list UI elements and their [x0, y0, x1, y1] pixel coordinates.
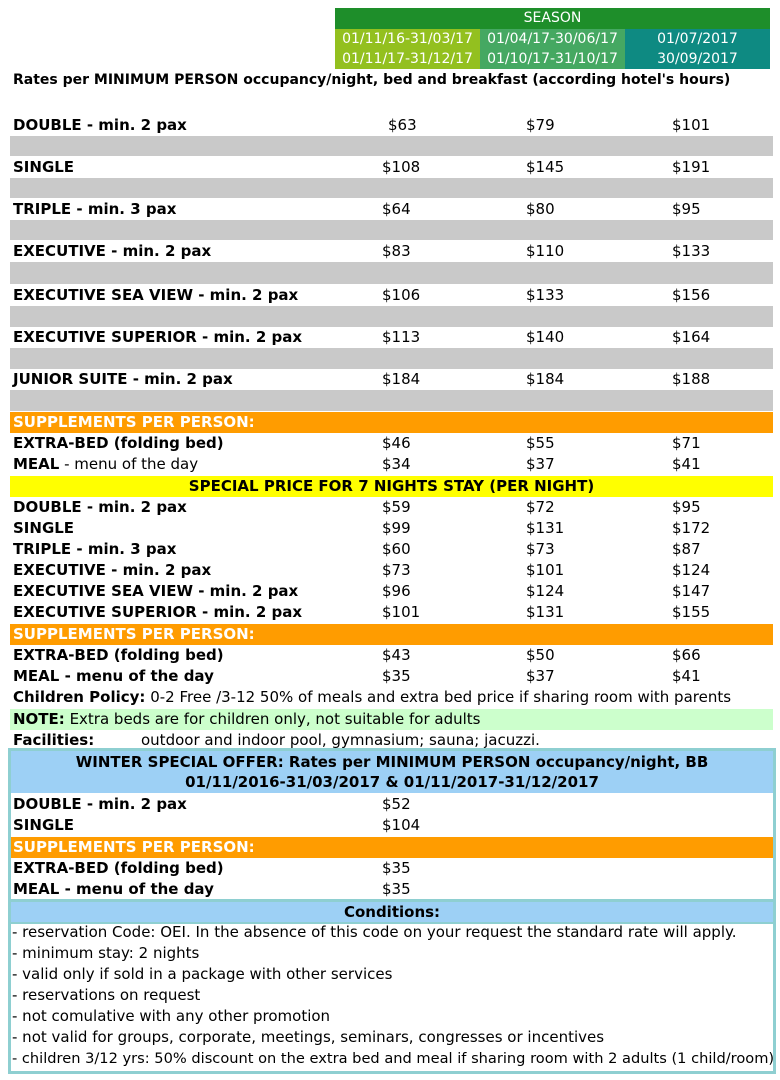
special-room-row	[10, 581, 773, 602]
supplements-header	[10, 412, 773, 433]
price-season-1: $73	[382, 561, 411, 579]
children-policy-text: Children Policy: 0-2 Free /3-12 50% of meals and extra bed price if sharing room with parents	[13, 688, 732, 706]
condition-item: - reservation Code: OEI. In the absence of this code on your request the standard rate will apply.	[12, 923, 737, 941]
supplements-title: SUPPLEMENTS PER PERSON:	[13, 838, 255, 856]
price-season-2: $101	[526, 561, 565, 579]
note-text: NOTE: Extra beds are for children only, not suitable for adults	[13, 710, 481, 728]
price-season-3: $124	[672, 561, 711, 579]
winter-supplement-row	[10, 858, 773, 879]
conditions-title: Conditions:	[343, 903, 441, 921]
price-season-3: $71	[672, 434, 701, 452]
special-room-row	[10, 518, 773, 539]
room-label: EXECUTIVE SEA VIEW - min. 2 pax	[13, 286, 299, 304]
room-row-executive-superior	[10, 327, 773, 348]
condition-item: - valid only if sold in a package with other services	[12, 965, 393, 983]
special-supplement-row	[10, 645, 773, 666]
special-room-label: EXECUTIVE SUPERIOR - min. 2 pax	[13, 603, 303, 621]
supplement-label: MEAL - menu of the day	[13, 455, 199, 473]
price-season-3: $41	[672, 455, 701, 473]
room-label: DOUBLE - min. 2 pax	[13, 116, 187, 134]
price-season-2: $79	[526, 116, 555, 134]
price-season-3: $41	[672, 667, 701, 685]
supplements-header	[11, 837, 773, 858]
room-row-single	[10, 157, 773, 178]
winter-title-1: WINTER SPECIAL OFFER: Rates per MINIMUM PERSON occupancy/night, BB	[75, 753, 709, 771]
price-season-1: $34	[382, 455, 411, 473]
price-season-2: $133	[526, 286, 565, 304]
price-season-1: $104	[382, 816, 421, 834]
season-col-1-line-2: 01/11/17-31/12/17	[342, 51, 473, 67]
price-season-3: $191	[672, 158, 711, 176]
price-season-3: $101	[672, 116, 711, 134]
price-season-1: $52	[382, 795, 411, 813]
price-season-3: $66	[672, 646, 701, 664]
price-season-2: $131	[526, 603, 565, 621]
winter-room-label: SINGLE	[13, 816, 75, 834]
supplement-row-meal	[10, 454, 773, 475]
condition-item: - not comulative with any other promotion	[12, 1007, 331, 1025]
winter-supplement-row	[10, 879, 773, 900]
room-row-junior-suite	[10, 369, 773, 390]
price-season-2: $140	[526, 328, 565, 346]
price-season-1: $108	[382, 158, 421, 176]
room-row-executive	[10, 241, 773, 262]
price-season-1: $83	[382, 242, 411, 260]
room-row-triple	[10, 199, 773, 220]
special-price-header	[10, 476, 773, 497]
price-season-3: $156	[672, 286, 711, 304]
season-col-1	[335, 29, 480, 69]
price-season-3: $188	[672, 370, 711, 388]
price-season-2: $124	[526, 582, 565, 600]
conditions-header	[11, 902, 773, 922]
room-label: EXECUTIVE SUPERIOR - min. 2 pax	[13, 328, 303, 346]
supplement-row-extra-bed	[10, 433, 773, 454]
room-label: JUNIOR SUITE - min. 2 pax	[13, 370, 233, 388]
special-room-label: EXECUTIVE - min. 2 pax	[13, 561, 212, 579]
price-season-3: $133	[672, 242, 711, 260]
season-col-3	[625, 29, 770, 69]
special-room-label: TRIPLE - min. 3 pax	[13, 540, 177, 558]
price-season-3: $172	[672, 519, 711, 537]
price-season-1: $99	[382, 519, 411, 537]
season-header	[335, 8, 770, 29]
price-season-3: $87	[672, 540, 701, 558]
season-col-2	[480, 29, 625, 69]
separator	[10, 306, 773, 327]
price-season-2: $55	[526, 434, 555, 452]
special-room-label: DOUBLE - min. 2 pax	[13, 498, 187, 516]
price-season-2: $145	[526, 158, 565, 176]
room-label: TRIPLE - min. 3 pax	[13, 200, 177, 218]
price-season-2: $50	[526, 646, 555, 664]
price-season-1: $184	[382, 370, 421, 388]
price-season-3: $155	[672, 603, 711, 621]
children-policy	[10, 687, 773, 708]
condition-item: - children 3/12 yrs: 50% discount on the extra bed and meal if sharing room with 2 adults (1 child/room)	[12, 1050, 775, 1067]
special-room-row	[10, 539, 773, 560]
price-season-3: $95	[672, 498, 701, 516]
special-supplement-row	[10, 666, 773, 687]
winter-offer-header	[11, 751, 773, 793]
price-season-2: $110	[526, 242, 565, 260]
facilities-text: outdoor and indoor pool, gymnasium; sauna; jacuzzi.	[141, 731, 540, 749]
price-season-3: $95	[672, 200, 701, 218]
price-season-2: $73	[526, 540, 555, 558]
price-season-2: $131	[526, 519, 565, 537]
separator	[10, 390, 773, 411]
special-room-row	[10, 497, 773, 518]
price-season-1: $106	[382, 286, 421, 304]
facilities-label: Facilities:	[13, 731, 95, 749]
price-season-1: $59	[382, 498, 411, 516]
special-room-label: SINGLE	[13, 519, 75, 537]
supplement-label: MEAL - menu of the day	[13, 667, 214, 685]
price-season-2: $37	[526, 667, 555, 685]
price-season-3: $164	[672, 328, 711, 346]
season-col-2-line-1: 01/04/17-30/06/17	[487, 31, 618, 47]
price-season-1: $96	[382, 582, 411, 600]
separator	[10, 178, 773, 198]
price-season-1: $35	[382, 880, 411, 898]
winter-room-row	[10, 815, 773, 836]
condition-item: - not valid for groups, corporate, meetings, seminars, congresses or incentives	[12, 1028, 605, 1046]
price-season-1: $35	[382, 859, 411, 877]
price-season-3: $147	[672, 582, 711, 600]
price-season-1: $113	[382, 328, 421, 346]
price-season-1: $35	[382, 667, 411, 685]
special-price-title: SPECIAL PRICE FOR 7 NIGHTS STAY (PER NIGHT)	[188, 477, 595, 495]
winter-room-row	[10, 794, 773, 815]
separator	[10, 348, 773, 369]
separator	[10, 220, 773, 240]
season-col-1-line-1: 01/11/16-31/03/17	[342, 31, 473, 47]
price-season-1: $63	[388, 116, 417, 134]
condition-item: - reservations on request	[12, 986, 201, 1004]
price-season-1: $64	[382, 200, 411, 218]
supplement-label: EXTRA-BED (folding bed)	[13, 646, 224, 664]
note-bar	[10, 709, 773, 730]
season-col-3-line-1: 01/07/2017	[657, 31, 738, 47]
price-season-1: $60	[382, 540, 411, 558]
winter-title-2: 01/11/2016-31/03/2017 & 01/11/2017-31/12/2017	[185, 773, 599, 791]
price-season-1: $101	[382, 603, 421, 621]
room-row-double	[10, 115, 773, 136]
supplements-header	[10, 624, 773, 645]
separator	[10, 136, 773, 156]
supplement-label: EXTRA-BED (folding bed)	[13, 434, 224, 452]
supplement-label: MEAL - menu of the day	[13, 880, 214, 898]
special-room-label: EXECUTIVE SEA VIEW - min. 2 pax	[13, 582, 299, 600]
supplements-title: SUPPLEMENTS PER PERSON:	[13, 625, 255, 643]
price-season-2: $37	[526, 455, 555, 473]
special-room-row	[10, 602, 773, 623]
season-col-2-line-2: 01/10/17-31/10/17	[487, 51, 618, 67]
season-col-3-line-2: 30/09/2017	[657, 51, 738, 67]
separator	[10, 262, 773, 284]
room-label: EXECUTIVE - min. 2 pax	[13, 242, 212, 260]
price-season-1: $46	[382, 434, 411, 452]
supplement-label: EXTRA-BED (folding bed)	[13, 859, 224, 877]
winter-room-label: DOUBLE - min. 2 pax	[13, 795, 187, 813]
season-header-label: SEASON	[523, 10, 582, 26]
price-season-2: $80	[526, 200, 555, 218]
price-season-1: $43	[382, 646, 411, 664]
condition-item: - minimum stay: 2 nights	[12, 944, 200, 962]
special-room-row	[10, 560, 773, 581]
price-season-2: $184	[526, 370, 565, 388]
room-row-executive-sea-view	[10, 285, 773, 306]
intro-text: Rates per MINIMUM PERSON occupancy/night, bed and breakfast (according hotel's hours)	[13, 72, 731, 88]
price-season-2: $72	[526, 498, 555, 516]
room-label: SINGLE	[13, 158, 75, 176]
supplements-title: SUPPLEMENTS PER PERSON:	[13, 413, 255, 431]
